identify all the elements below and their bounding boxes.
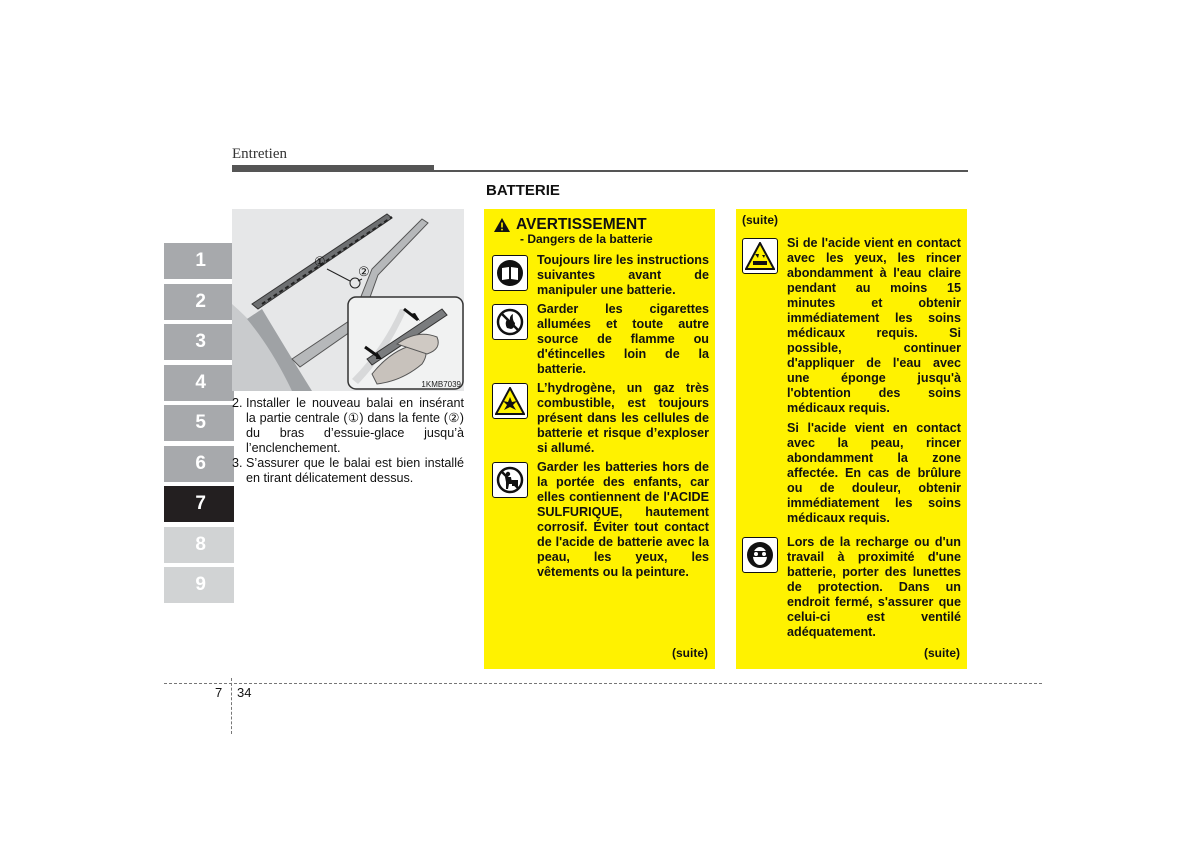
chapter-tab-5[interactable]: 5 xyxy=(164,405,234,441)
footer-page-number: 34 xyxy=(237,685,252,700)
chapter-tabs xyxy=(164,243,234,608)
warning-panel-right xyxy=(736,209,967,669)
keep-away-children-icon xyxy=(492,462,528,498)
warning-item-text: Toujours lire les instructions suivantes avant de manipuler une batterie. xyxy=(537,253,709,297)
explosive-warning-icon xyxy=(492,383,528,419)
wiper-install-steps xyxy=(232,396,464,486)
warning-heading-text: AVERTISSEMENT xyxy=(516,216,647,233)
warning-item xyxy=(742,236,961,531)
figure-code: 1KMB7039 xyxy=(421,380,461,389)
warning-paragraph: Lors de la recharge ou d'un travail à proximité d'une batterie, porter des lunettes de protection. Dans un endroit fermé, s'assurer que celui-ci est ventilé adéquatement. xyxy=(787,535,961,639)
continued-label: (suite) xyxy=(672,646,708,660)
warning-item xyxy=(742,535,961,645)
step-2 xyxy=(232,396,464,456)
warning-heading xyxy=(494,217,709,232)
callout-1: ① xyxy=(314,254,326,269)
corrosive-warning-icon xyxy=(742,238,778,274)
manual-book-icon xyxy=(492,255,528,291)
chapter-tab-1[interactable]: 1 xyxy=(164,243,234,279)
warning-item xyxy=(492,302,709,377)
chapter-tab-6[interactable]: 6 xyxy=(164,446,234,482)
continued-label: (suite) xyxy=(924,646,960,660)
warning-subheading: - Dangers de la batterie xyxy=(520,232,653,246)
step-text: Installer le nouveau balai en insérant la partie centrale (①) dans la fente (②) du bras d’essuie-glace jusqu’à l’enclenchement. xyxy=(246,396,464,455)
chapter-tab-7[interactable]: 7 xyxy=(164,486,234,522)
continued-label-top: (suite) xyxy=(742,213,778,227)
step-number: 2. xyxy=(232,396,243,410)
footer-rule xyxy=(164,683,1042,684)
footer-chapter-number: 7 xyxy=(215,685,223,700)
warning-panel-left xyxy=(484,209,715,669)
warning-item-text: Garder les batteries hors de la portée des enfants, car elles contiennent de l'ACIDE SULFURIQUE, hautement corrosif. Éviter tout contact de l'acide de batterie avec la peau, les yeux, les vêtements ou la peinture. xyxy=(537,460,709,579)
wiper-blade-illustration xyxy=(232,209,464,391)
running-header: Entretien xyxy=(232,146,287,162)
callout-2: ② xyxy=(358,264,370,279)
chapter-tab-8[interactable]: 8 xyxy=(164,527,234,563)
step-3 xyxy=(232,456,464,486)
warning-item-text xyxy=(787,236,961,531)
warning-item-text: Garder les cigarettes allumées et toute autre source de flamme ou d'étincelles loin de la batterie. xyxy=(537,302,709,376)
warning-item-text: L’hydrogène, un gaz très combustible, est toujours présent dans les cellules de batterie et risque d’exploser si allumé. xyxy=(537,381,709,455)
warning-paragraph: Si l'acide vient en contact avec la peau, rincer abondamment la zone affectée. En cas de brûlure ou de douleur, obtenir immédiatement les soins médicaux requis. xyxy=(787,421,961,525)
warning-item xyxy=(492,381,709,456)
eye-protection-icon xyxy=(742,537,778,573)
warning-item-text xyxy=(787,535,961,645)
wiper-blade-drawing xyxy=(232,209,464,391)
no-flame-icon xyxy=(492,304,528,340)
footer-divider xyxy=(231,678,232,734)
warning-triangle-icon xyxy=(494,218,510,232)
chapter-tab-9[interactable]: 9 xyxy=(164,567,234,603)
warning-item xyxy=(492,460,709,580)
header-rule xyxy=(232,170,968,172)
section-title: BATTERIE xyxy=(486,182,560,199)
step-text: S’assurer que le balai est bien installé en tirant délicatement dessus. xyxy=(246,456,464,485)
chapter-tab-2[interactable]: 2 xyxy=(164,284,234,320)
chapter-tab-3[interactable]: 3 xyxy=(164,324,234,360)
warning-item xyxy=(492,253,709,298)
warning-paragraph: Si de l'acide vient en contact avec les yeux, les rincer abondamment à l'eau claire pendant au moins 15 minutes et obtenir immédiatement les soins médicaux requis. Si possible, continuer d'appliquer de l'eau avec une éponge jusqu'à l'obtention des soins médicaux requis. xyxy=(787,236,961,415)
chapter-tab-4[interactable]: 4 xyxy=(164,365,234,401)
step-number: 3. xyxy=(232,456,243,470)
